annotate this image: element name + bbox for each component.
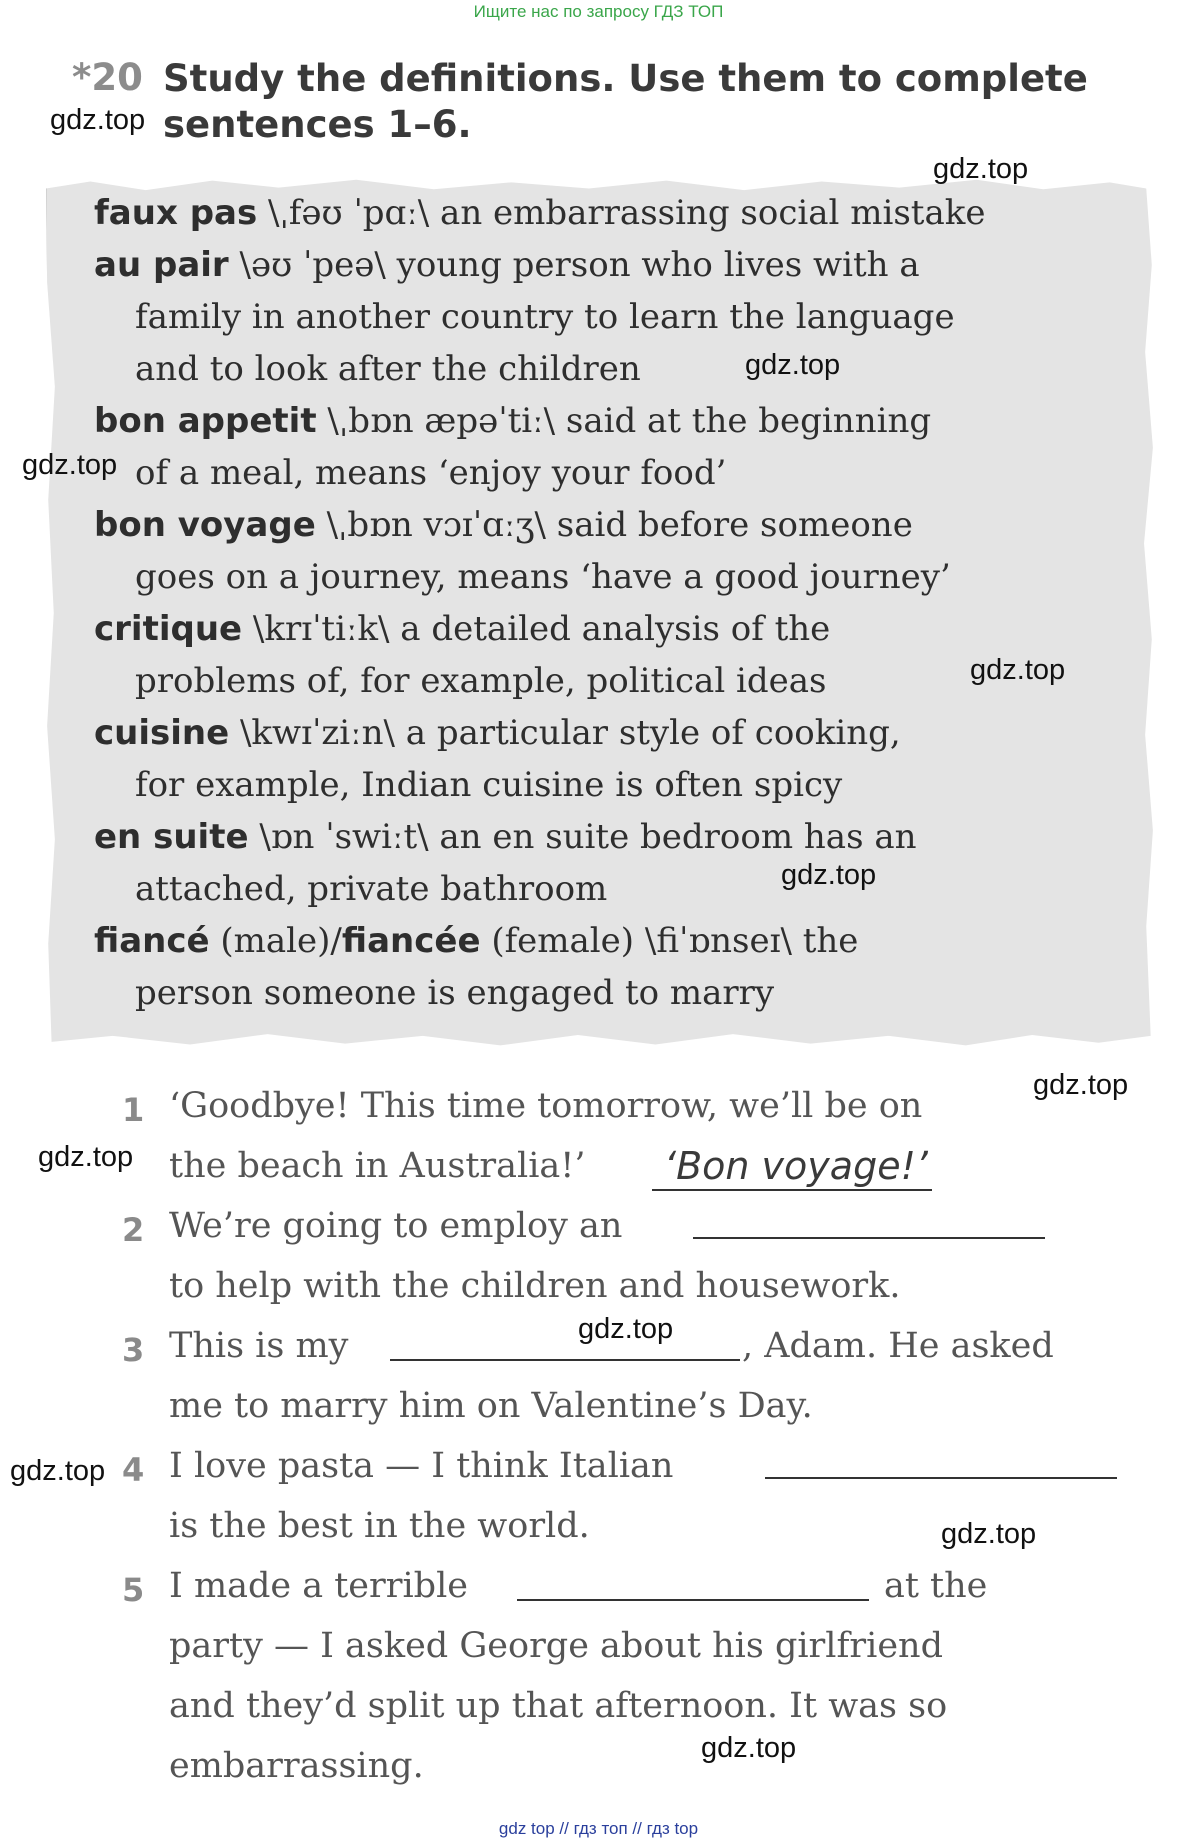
sentence-2-number: 2: [122, 1211, 145, 1249]
sentence-2-line2: to help with the children and housework.: [169, 1266, 901, 1306]
top-banner: Ищите нас по запросу ГДЗ ТОП: [473, 2, 724, 21]
definition-bon-voyage: bon voyage \ˌbɒn vɔɪˈɑːʒ\ said before someone: [94, 505, 913, 545]
sentence-5-line1b: at the: [884, 1566, 988, 1606]
watermark: gdz.top: [50, 104, 146, 136]
sentence-5-line3: and they’d split up that afternoon. It was so: [169, 1686, 948, 1726]
definition-en-suite-cont: attached, private bathroom: [135, 869, 608, 909]
sentence-4-blank[interactable]: [765, 1477, 1117, 1479]
bottom-banner: gdz top // гдз топ // гдз top: [498, 1819, 699, 1838]
watermark: gdz.top: [933, 153, 1029, 185]
definition-cuisine-cont: for example, Indian cuisine is often spicy: [135, 765, 843, 805]
definition-en-suite: en suite \ɒn ˈswiːt\ an en suite bedroom has an: [94, 817, 917, 857]
exercise-title: [163, 56, 1103, 148]
exercise-title-line1: Study the definitions. Use them to complete: [163, 57, 1088, 100]
watermark: gdz.top: [701, 1732, 797, 1764]
exercise-title-line2: sentences 1–6.: [163, 103, 472, 146]
sentence-3-line1b: , Adam. He asked: [742, 1326, 1054, 1366]
sentence-2-line1: We’re going to employ an: [169, 1206, 623, 1246]
sentence-4-number: 4: [122, 1451, 145, 1489]
watermark: gdz.top: [10, 1455, 106, 1487]
sentence-3-line2: me to marry him on Valentine’s Day.: [169, 1386, 813, 1426]
definition-critique: critique \krɪˈtiːk\ a detailed analysis of the: [94, 609, 831, 649]
definition-au-pair: au pair \əʊ ˈpeə\ young person who lives with a: [94, 245, 920, 285]
watermark: gdz.top: [578, 1313, 674, 1345]
sentence-3-number: 3: [122, 1331, 145, 1369]
watermark: gdz.top: [22, 449, 118, 481]
sentence-3-line1a: This is my: [169, 1326, 349, 1366]
sentence-1-blank[interactable]: [652, 1189, 932, 1191]
sentence-2-blank[interactable]: [693, 1237, 1045, 1239]
watermark: gdz.top: [38, 1141, 134, 1173]
definition-faux-pas: faux pas \ˌfəʊ ˈpɑː\ an embarrassing social mistake: [94, 193, 986, 233]
sentence-5-line2: party — I asked George about his girlfriend: [169, 1626, 943, 1666]
watermark: gdz.top: [1033, 1069, 1129, 1101]
sentence-1-answer: ‘Bon voyage!’: [664, 1144, 928, 1188]
watermark: gdz.top: [781, 859, 877, 891]
definition-fiance-cont: person someone is engaged to marry: [135, 973, 775, 1013]
sentence-3-blank[interactable]: [390, 1359, 740, 1361]
sentence-4-line1: I love pasta — I think Italian: [169, 1446, 674, 1486]
definition-au-pair-cont: family in another country to learn the language: [135, 297, 955, 337]
sentence-1-line2: the beach in Australia!’: [169, 1146, 586, 1186]
definition-cuisine: cuisine \kwɪˈziːn\ a particular style of cooking,: [94, 713, 901, 753]
sentence-5-line4: embarrassing.: [169, 1746, 424, 1786]
definition-critique-cont: problems of, for example, political ideas: [135, 661, 827, 701]
definition-bon-appetit: bon appetit \ˌbɒn æpəˈtiː\ said at the beginning: [94, 401, 932, 441]
watermark: gdz.top: [745, 349, 841, 381]
definition-fiance: fiancé (male)/fiancée (female) \fiˈɒnseɪ\ the: [94, 921, 859, 961]
definition-bon-voyage-cont: goes on a journey, means ‘have a good journey’: [135, 557, 951, 597]
definition-bon-appetit-cont: of a meal, means ‘enjoy your food’: [135, 453, 727, 493]
sentence-1-line1: ‘Goodbye! This time tomorrow, we’ll be on: [169, 1086, 923, 1126]
watermark: gdz.top: [941, 1518, 1037, 1550]
sentence-4-line2: is the best in the world.: [169, 1506, 590, 1546]
watermark: gdz.top: [970, 654, 1066, 686]
sentence-5-blank[interactable]: [517, 1599, 869, 1601]
sentence-5-number: 5: [122, 1571, 145, 1609]
definition-au-pair-cont: and to look after the children: [135, 349, 641, 389]
exercise-number: *20: [72, 56, 143, 99]
sentence-5-line1a: I made a terrible: [169, 1566, 468, 1606]
sentence-1-number: 1: [122, 1091, 145, 1129]
